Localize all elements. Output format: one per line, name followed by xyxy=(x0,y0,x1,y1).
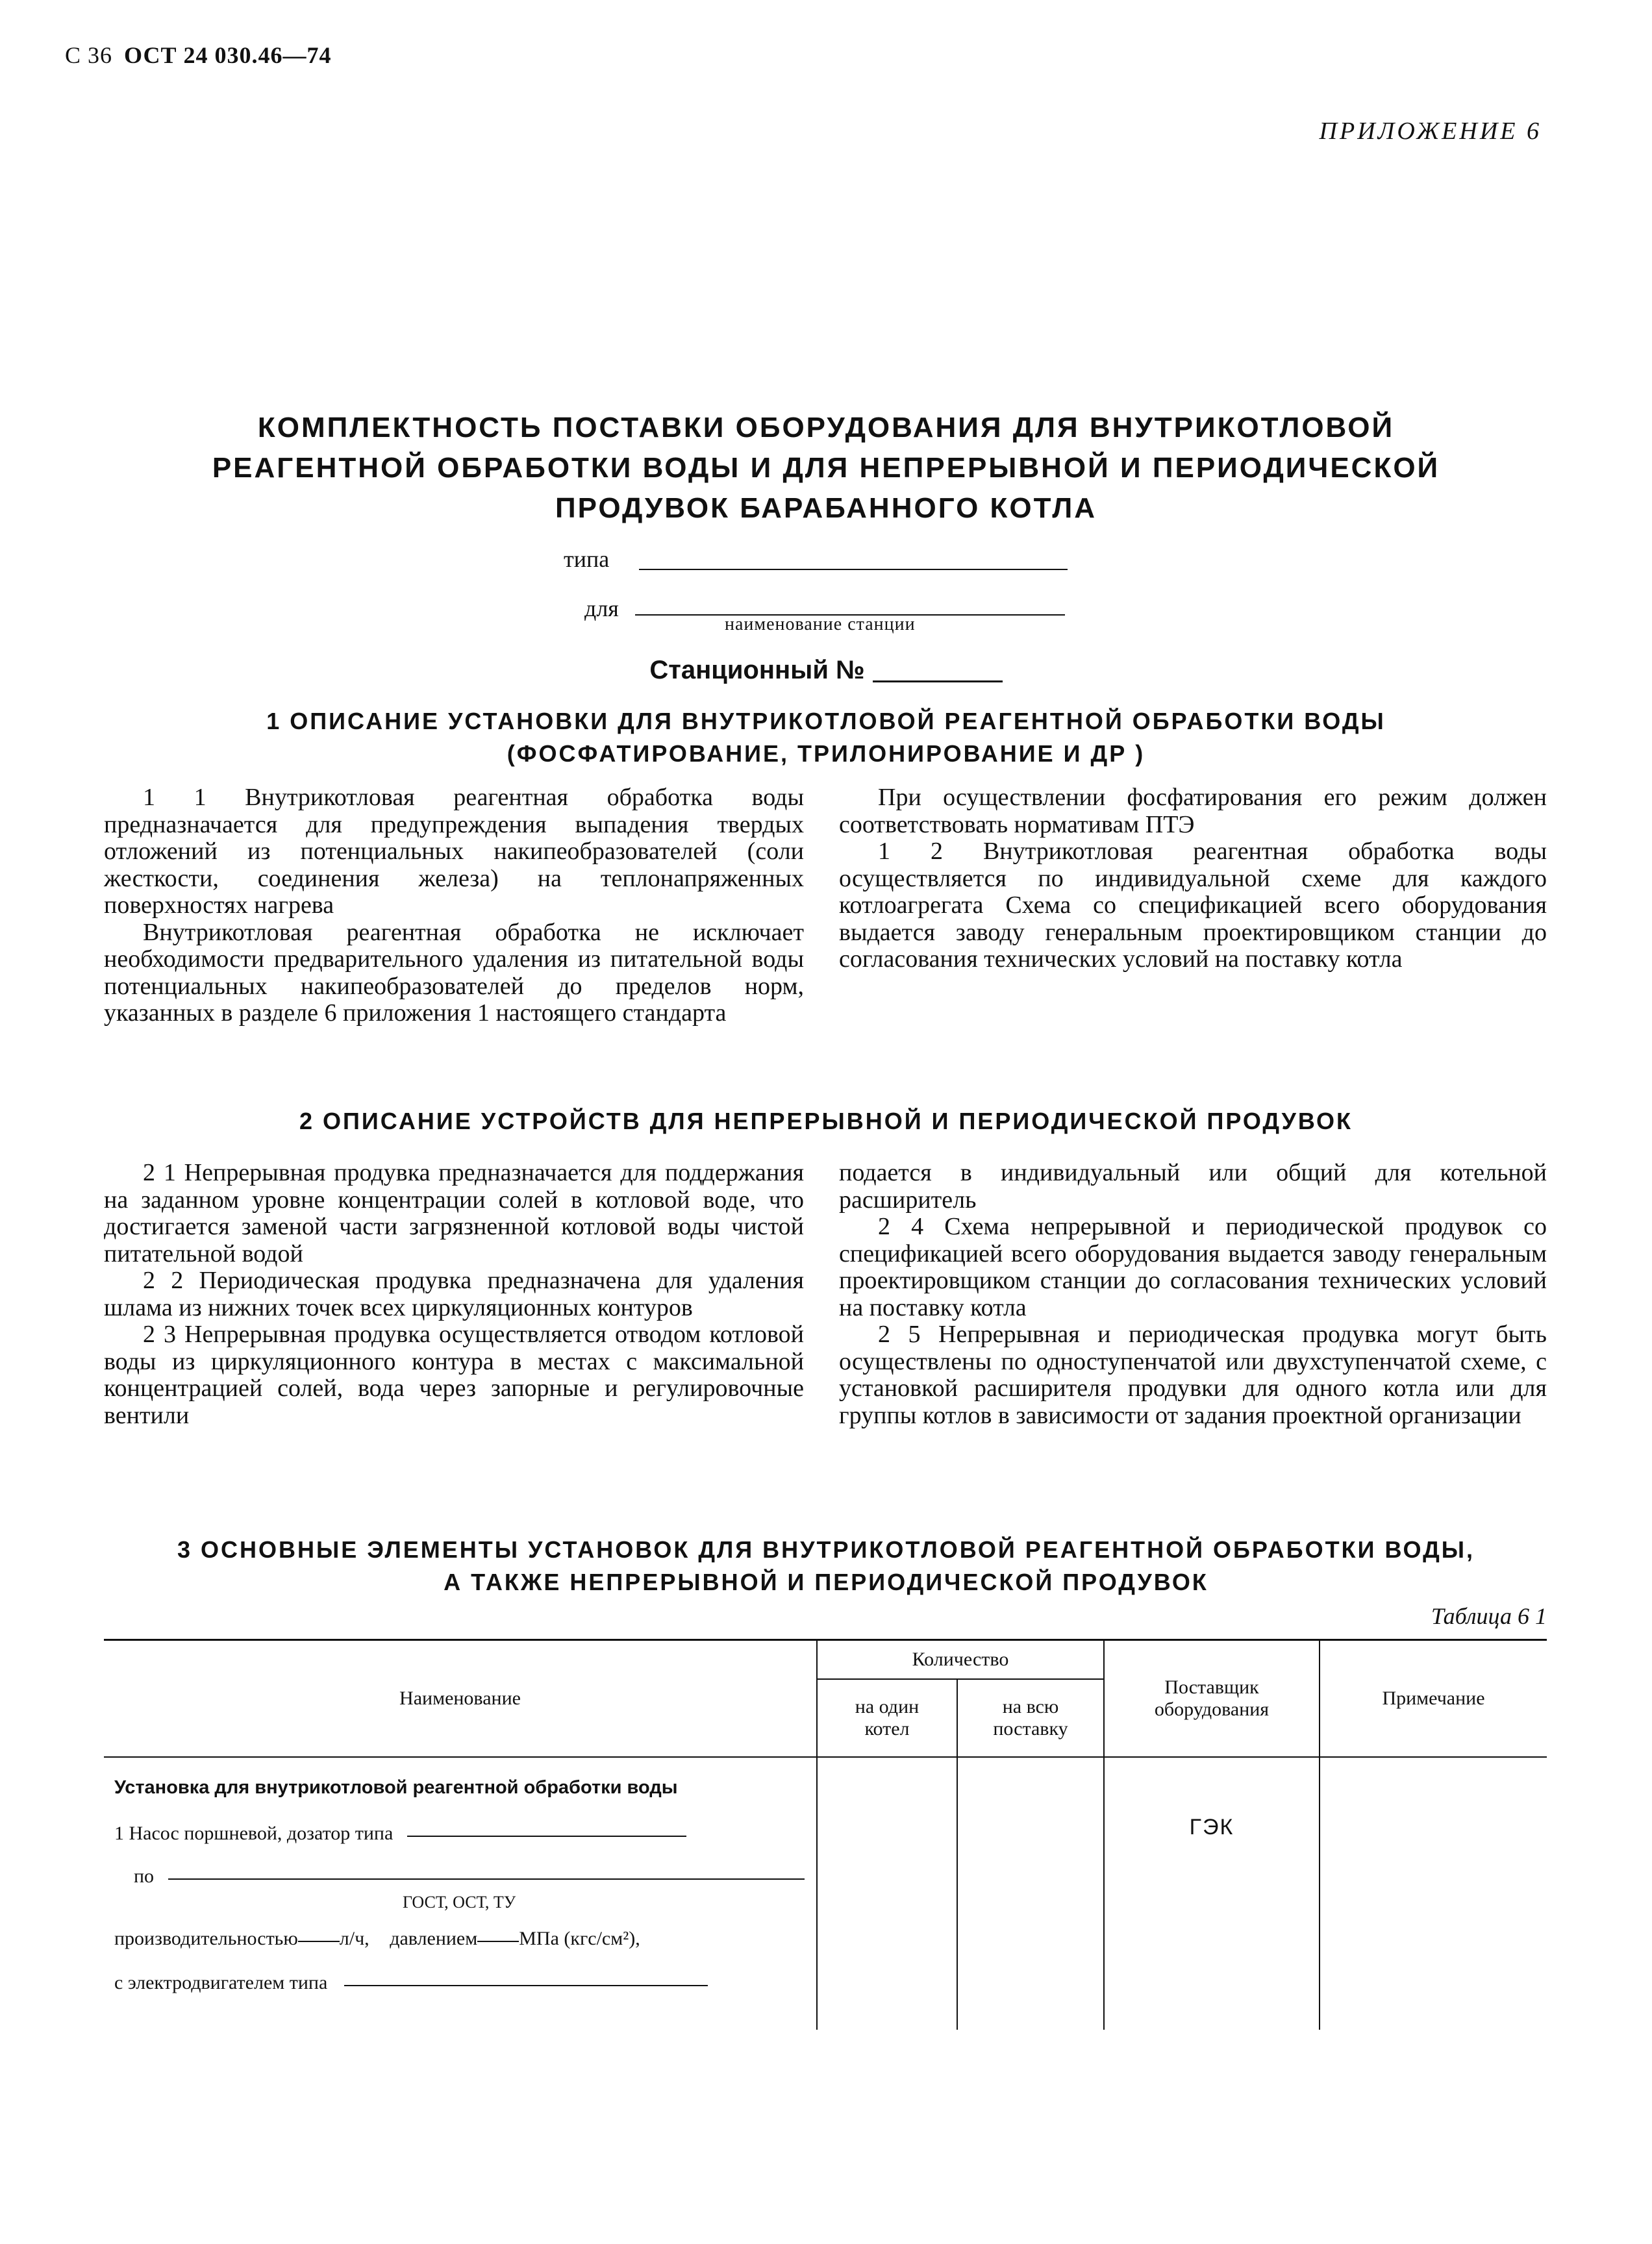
header-name: Наименование xyxy=(104,1640,817,1757)
capacity-label: производительностью xyxy=(114,1927,298,1949)
header-per-boiler: на один котел xyxy=(817,1679,957,1757)
for-label: для xyxy=(584,595,619,621)
supplier-value: ГЭК xyxy=(1189,1814,1234,1839)
paragraph-1-1-pte: При осуществлении фосфатирования его режим должен соответствовать нормативам ПТЭ xyxy=(839,784,1547,838)
paragraph-2-3: 2 3 Непрерывная продувка осуществляется отводом котловой воды из циркуляционного контура в местах с максимальной концентрацией солей, вода через запорные и регулировочные вентили xyxy=(104,1321,804,1429)
section-3-title-line-1: 3 ОСНОВНЫЕ ЭЛЕМЕНТЫ УСТАНОВОК ДЛЯ ВНУТРИКОТЛОВОЙ РЕАГЕНТНОЙ ОБРАБОТКИ ВОДЫ, xyxy=(177,1536,1475,1563)
title-line-2: РЕАГЕНТНОЙ ОБРАБОТКИ ВОДЫ И ДЛЯ НЕПРЕРЫВНОЙ И ПЕРИОДИЧЕСКОЙ xyxy=(212,452,1440,484)
section-1-right-column xyxy=(839,784,1547,973)
appendix-label: ПРИЛОЖЕНИЕ 6 xyxy=(1319,118,1542,145)
station-number-label: Станционный № xyxy=(649,656,865,684)
header-note: Примечание xyxy=(1320,1640,1547,1757)
item-1-by-blank xyxy=(168,1878,805,1880)
station-number-blank xyxy=(873,680,1003,682)
header-supplier: Поставщик оборудования xyxy=(1104,1640,1320,1757)
title-line-3: ПРОДУВОК БАРАБАННОГО КОТЛА xyxy=(555,492,1097,524)
item-1-by-caption: ГОСТ, ОСТ, ТУ xyxy=(403,1892,516,1912)
table-row-per-delivery xyxy=(957,1757,1104,2030)
station-number-line xyxy=(0,656,1652,685)
paragraph-2-1: 2 1 Непрерывная продувка предназначается для поддержания на заданном уровне концентрации солей в котловой воде, что достигается заменой части загрязненной котловой воды чистой питательной водой xyxy=(104,1159,804,1267)
item-1-type-blank xyxy=(407,1836,686,1837)
pressure-unit: МПа (кгс/см²), xyxy=(519,1927,640,1949)
item-1-capacity-line xyxy=(114,1928,640,1950)
pressure-blank xyxy=(477,1941,519,1942)
page-number: С 36 xyxy=(65,42,113,68)
pressure-label: давлением xyxy=(390,1927,478,1949)
station-caption: наименование станции xyxy=(725,614,916,634)
table-row-name-cell xyxy=(104,1757,817,2030)
capacity-unit: л/ч, xyxy=(339,1927,369,1949)
header-per-delivery: на всю поставку xyxy=(957,1679,1104,1757)
section-2-left-column xyxy=(104,1160,804,1429)
paragraph-1-1: 1 1 Внутрикотловая реагентная обработка воды предназначается для предупреждения выпадения твердых отложений из потенциальных накипеобразователей (соли жесткости, соединения железа) на теплонапряженных поверхностях нагрева xyxy=(104,784,804,919)
paragraph-2-4: 2 4 Схема непрерывной и периодической продувок со спецификацией всего оборудования выдается заводу генеральным проектировщиком станции до согласования технических условий на поставку котла xyxy=(839,1213,1547,1321)
paragraph-1-2: 1 2 Внутрикотловая реагентная обработка воды осуществляется по индивидуальной схеме для каждого котлоагрегата Схема со спецификацией всего оборудования выдается заводу генеральным проектировщиком станции до согласования технических условий на поставку котла xyxy=(839,838,1547,973)
table-row-note xyxy=(1320,1757,1547,2030)
capacity-blank xyxy=(298,1941,340,1942)
paragraph-2-5: 2 5 Непрерывная и периодическая продувка могут быть осуществлены по одноступенчатой или двухступенчатой схеме, с установкой расширителя продувки для одного котла или для группы котлов в зависимости от задания проектной организации xyxy=(839,1321,1547,1429)
section-3-title-line-2: А ТАКЖЕ НЕПРЕРЫВНОЙ И ПЕРИОДИЧЕСКОЙ ПРОДУВОК xyxy=(444,1569,1208,1595)
section-3-title xyxy=(97,1534,1555,1599)
motor-label: с электродвигателем типа xyxy=(114,1971,328,1993)
section-1-title xyxy=(97,705,1555,770)
section-1-title-line-1: 1 ОПИСАНИЕ УСТАНОВКИ ДЛЯ ВНУТРИКОТЛОВОЙ РЕАГЕНТНОЙ ОБРАБОТКИ ВОДЫ xyxy=(266,708,1386,734)
section-1-title-line-2: (ФОСФАТИРОВАНИЕ, ТРИЛОНИРОВАНИЕ И ДР ) xyxy=(507,740,1145,767)
group-title: Установка для внутрикотловой реагентной обработки воды xyxy=(114,1776,678,1798)
page-header xyxy=(65,42,331,69)
document-title xyxy=(130,408,1522,529)
paragraph-2-3-cont: подается в индивидуальный или общий для котельной расширитель xyxy=(839,1159,1547,1214)
header-quantity: Количество xyxy=(817,1640,1104,1679)
equipment-table xyxy=(104,1639,1547,2030)
table-caption: Таблица 6 1 xyxy=(1431,1603,1547,1629)
type-label: типа xyxy=(564,546,610,572)
standard-code: ОСТ 24 030.46—74 xyxy=(124,42,332,68)
type-field-line xyxy=(639,569,1068,570)
paragraph-1-1-cont: Внутрикотловая реагентная обработка не исключает необходимости предварительного удаления из питательной воды потенциальных накипеобразователей до пределов норм, указанных в разделе 6 приложения 1 настоящего стандарта xyxy=(104,918,804,1027)
item-1-by-label: по xyxy=(134,1865,155,1887)
item-1-line xyxy=(114,1823,686,1845)
paragraph-2-2: 2 2 Периодическая продувка предназначена для удаления шлама из нижних точек всех циркуляционных контуров xyxy=(104,1267,804,1321)
table-row-supplier xyxy=(1104,1757,1320,2030)
table-row-per-boiler xyxy=(817,1757,957,2030)
item-1-label: 1 Насос поршневой, дозатор типа xyxy=(114,1822,394,1844)
item-1-by-line xyxy=(134,1865,805,1888)
section-1-left-column xyxy=(104,784,804,1027)
section-2-title: 2 ОПИСАНИЕ УСТРОЙСТВ ДЛЯ НЕПРЕРЫВНОЙ И ПЕРИОДИЧЕСКОЙ ПРОДУВОК xyxy=(299,1108,1353,1134)
section-2-right-column xyxy=(839,1160,1547,1429)
motor-blank xyxy=(344,1985,708,1986)
title-line-1: КОМПЛЕКТНОСТЬ ПОСТАВКИ ОБОРУДОВАНИЯ ДЛЯ ВНУТРИКОТЛОВОЙ xyxy=(257,412,1395,443)
item-1-motor-line xyxy=(114,1972,708,1994)
